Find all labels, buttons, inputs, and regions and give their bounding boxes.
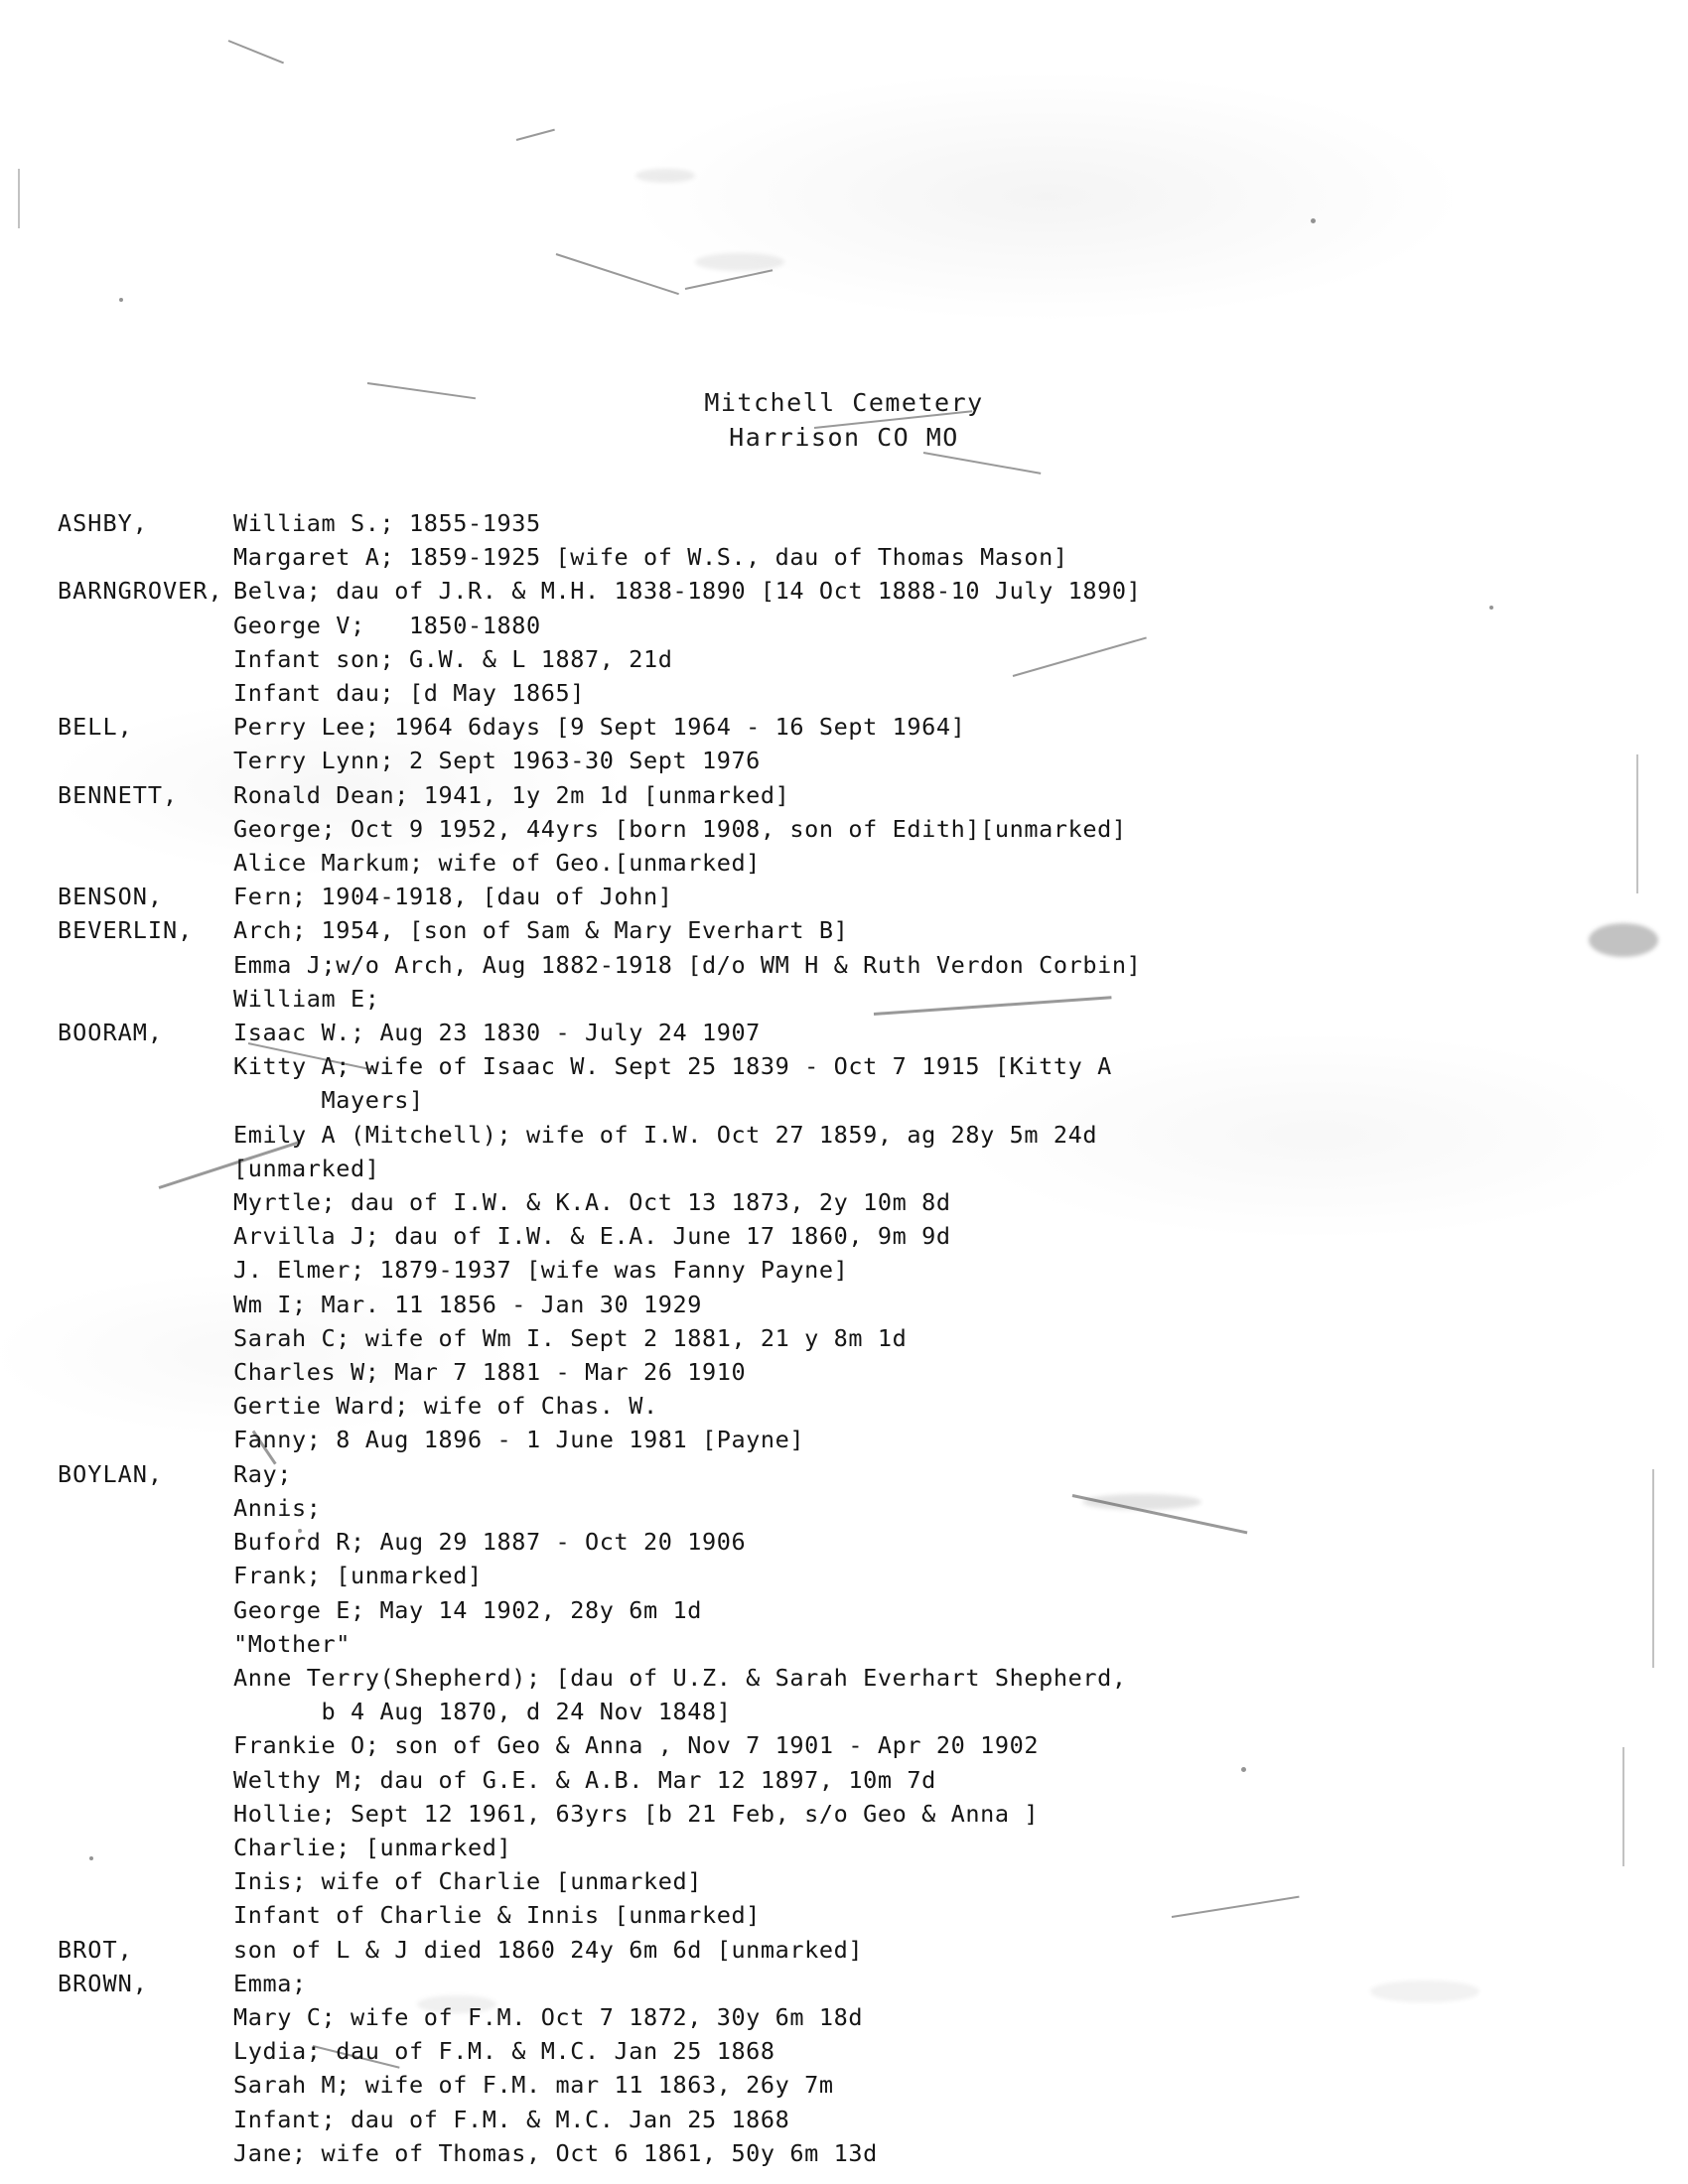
entry-detail: Charlie; [unmarked] — [233, 1833, 512, 1861]
entry-detail: Inis; wife of Charlie [unmarked] — [233, 1867, 702, 1896]
entry-row — [0, 913, 1688, 947]
entry-detail: Emma; — [233, 1969, 307, 1997]
cemetery-listing — [0, 506, 1688, 2170]
entry-row — [0, 1355, 1688, 1389]
entry-row — [0, 1219, 1688, 1253]
entry-row — [0, 1288, 1688, 1321]
entry-row — [0, 2103, 1688, 2136]
scan-scratch-icon — [685, 269, 773, 290]
entry-detail: Infant; dau of F.M. & M.C. Jan 25 1868 — [233, 2105, 790, 2133]
entry-detail: Mayers] — [233, 1086, 424, 1115]
entry-detail: Infant dau; [d May 1865] — [233, 679, 585, 708]
entry-row — [0, 506, 1688, 540]
entry-row — [0, 948, 1688, 982]
entry-row — [0, 1933, 1688, 1967]
entry-row — [0, 1831, 1688, 1864]
entry-row — [0, 1423, 1688, 1456]
entry-row — [0, 1389, 1688, 1423]
entry-detail: Charles W; Mar 7 1881 - Mar 26 1910 — [233, 1358, 747, 1387]
entry-surname: BARNGROVER, — [58, 577, 223, 606]
entry-detail: George E; May 14 1902, 28y 6m 1d — [233, 1595, 702, 1624]
scan-scratch-icon — [516, 129, 555, 141]
entry-row — [0, 540, 1688, 574]
scan-scratch-icon — [923, 452, 1042, 475]
entry-detail: Gertie Ward; wife of Chas. W. — [233, 1392, 658, 1421]
scan-edge-line — [18, 169, 20, 228]
entry-row — [0, 1185, 1688, 1219]
entry-detail: Isaac W.; Aug 23 1830 - July 24 1907 — [233, 1019, 761, 1047]
scan-smudge — [635, 169, 695, 183]
entry-row — [0, 609, 1688, 642]
entry-row — [0, 982, 1688, 1016]
entry-row — [0, 1559, 1688, 1592]
entry-detail: Annis; — [233, 1493, 322, 1522]
entry-row — [0, 2034, 1688, 2068]
entry-surname: BOYLAN, — [58, 1459, 164, 1488]
entry-row — [0, 1728, 1688, 1762]
entry-detail: George V; 1850-1880 — [233, 611, 541, 639]
entry-detail: Sarah M; wife of F.M. mar 11 1863, 26y 7m — [233, 2071, 834, 2100]
entry-row — [0, 812, 1688, 846]
entry-row — [0, 2000, 1688, 2034]
entry-row — [0, 880, 1688, 913]
entry-surname: BELL, — [58, 713, 133, 742]
entry-surname: BEVERLIN, — [58, 916, 194, 945]
entry-detail: Lydia; dau of F.M. & M.C. Jan 25 1868 — [233, 2037, 775, 2066]
entry-row — [0, 1321, 1688, 1355]
entry-detail: Kitty A; wife of Isaac W. Sept 25 1839 - Oct 7 1915 [Kitty A — [233, 1052, 1112, 1081]
entry-surname: BENNETT, — [58, 780, 179, 809]
entry-detail: Ronald Dean; 1941, 1y 2m 1d [unmarked] — [233, 780, 790, 809]
entry-row — [0, 1967, 1688, 2000]
entry-row — [0, 1763, 1688, 1797]
entry-row — [0, 2068, 1688, 2102]
entry-row — [0, 1253, 1688, 1287]
entry-detail: Perry Lee; 1964 6days [9 Sept 1964 - 16 Sept 1964] — [233, 713, 966, 742]
entry-row — [0, 1457, 1688, 1491]
entry-detail: Fern; 1904-1918, [dau of John] — [233, 883, 673, 911]
title-line-county: Harrison CO MO — [729, 423, 959, 452]
entry-detail: Myrtle; dau of I.W. & K.A. Oct 13 1873, 2y 10m 8d — [233, 1188, 951, 1217]
entry-detail: Frankie O; son of Geo & Anna , Nov 7 1901 - Apr 20 1902 — [233, 1731, 1040, 1760]
scan-scratch-icon — [556, 253, 679, 295]
entry-detail: J. Elmer; 1879-1937 [wife was Fanny Payne] — [233, 1256, 849, 1285]
entry-detail: Infant of Charlie & Innis [unmarked] — [233, 1901, 761, 1930]
entry-row — [0, 778, 1688, 812]
entry-row — [0, 2136, 1688, 2170]
entry-row — [0, 846, 1688, 880]
entry-detail: Welthy M; dau of G.E. & A.B. Mar 12 1897, 10m 7d — [233, 1765, 936, 1794]
scan-speck — [1311, 218, 1316, 223]
entry-surname: BROT, — [58, 1935, 133, 1964]
entry-detail: Fanny; 8 Aug 1896 - 1 June 1981 [Payne] — [233, 1426, 805, 1454]
entry-surname: BENSON, — [58, 883, 164, 911]
entry-row — [0, 1898, 1688, 1932]
entry-row — [0, 744, 1688, 777]
entry-surname: ASHBY, — [58, 509, 148, 537]
entry-detail: Sarah C; wife of Wm I. Sept 2 1881, 21 y 8m 1d — [233, 1323, 908, 1352]
entry-surname: BOORAM, — [58, 1019, 164, 1047]
entry-row — [0, 1491, 1688, 1525]
entry-detail: Ray; — [233, 1459, 292, 1488]
entry-detail: Jane; wife of Thomas, Oct 6 1861, 50y 6m 13d — [233, 2138, 878, 2167]
entry-detail: Buford R; Aug 29 1887 - Oct 20 1906 — [233, 1528, 747, 1557]
entry-detail: "Mother" — [233, 1629, 351, 1658]
entry-row — [0, 1797, 1688, 1831]
entry-detail: Arvilla J; dau of I.W. & E.A. June 17 1860, 9m 9d — [233, 1222, 951, 1251]
entry-detail: Frank; [unmarked] — [233, 1562, 483, 1590]
entry-detail: Terry Lynn; 2 Sept 1963-30 Sept 1976 — [233, 747, 761, 775]
entry-row — [0, 1525, 1688, 1559]
entry-row — [0, 710, 1688, 744]
entry-detail: Emma J;w/o Arch, Aug 1882-1918 [d/o WM H & Ruth Verdon Corbin] — [233, 950, 1142, 979]
scan-smudge — [695, 253, 784, 271]
entry-row — [0, 642, 1688, 676]
entry-detail: b 4 Aug 1870, d 24 Nov 1848] — [233, 1698, 732, 1726]
entry-detail: Anne Terry(Shepherd); [dau of U.Z. & Sarah Everhart Shepherd, — [233, 1663, 1127, 1692]
entry-detail: William E; — [233, 984, 380, 1013]
entry-row — [0, 574, 1688, 608]
entry-row — [0, 1152, 1688, 1185]
entry-detail: Margaret A; 1859-1925 [wife of W.S., dau of Thomas Mason] — [233, 543, 1068, 572]
entry-row — [0, 1049, 1688, 1083]
scan-scratch-icon — [228, 40, 284, 64]
entry-detail: [unmarked] — [233, 1154, 380, 1182]
entry-row — [0, 1593, 1688, 1627]
entry-detail: Wm I; Mar. 11 1856 - Jan 30 1929 — [233, 1290, 702, 1318]
entry-row — [0, 1083, 1688, 1117]
entry-detail: Hollie; Sept 12 1961, 63yrs [b 21 Feb, s/o Geo & Anna ] — [233, 1799, 1040, 1828]
title-line-cemetery: Mitchell Cemetery — [704, 388, 984, 417]
entry-row — [0, 1118, 1688, 1152]
entry-detail: Infant son; G.W. & L 1887, 21d — [233, 644, 673, 673]
entry-detail: Arch; 1954, [son of Sam & Mary Everhart B] — [233, 916, 849, 945]
entry-detail: Belva; dau of J.R. & M.H. 1838-1890 [14 Oct 1888-10 July 1890] — [233, 577, 1142, 606]
entry-row — [0, 1695, 1688, 1728]
entry-row — [0, 1016, 1688, 1049]
scan-speck — [119, 298, 123, 302]
entry-detail: George; Oct 9 1952, 44yrs [born 1908, son of Edith][unmarked] — [233, 814, 1127, 843]
entry-row — [0, 1864, 1688, 1898]
entry-detail: Emily A (Mitchell); wife of I.W. Oct 27 1859, ag 28y 5m 24d — [233, 1120, 1098, 1149]
document-title — [0, 385, 1688, 455]
entry-row — [0, 676, 1688, 710]
entry-row — [0, 1627, 1688, 1661]
entry-row — [0, 1661, 1688, 1695]
entry-detail: Alice Markum; wife of Geo.[unmarked] — [233, 849, 761, 878]
entry-surname: BROWN, — [58, 1969, 148, 1997]
entry-detail: Mary C; wife of F.M. Oct 7 1872, 30y 6m 18d — [233, 2002, 864, 2031]
entry-detail: William S.; 1855-1935 — [233, 509, 541, 537]
entry-detail: son of L & J died 1860 24y 6m 6d [unmarked] — [233, 1935, 864, 1964]
